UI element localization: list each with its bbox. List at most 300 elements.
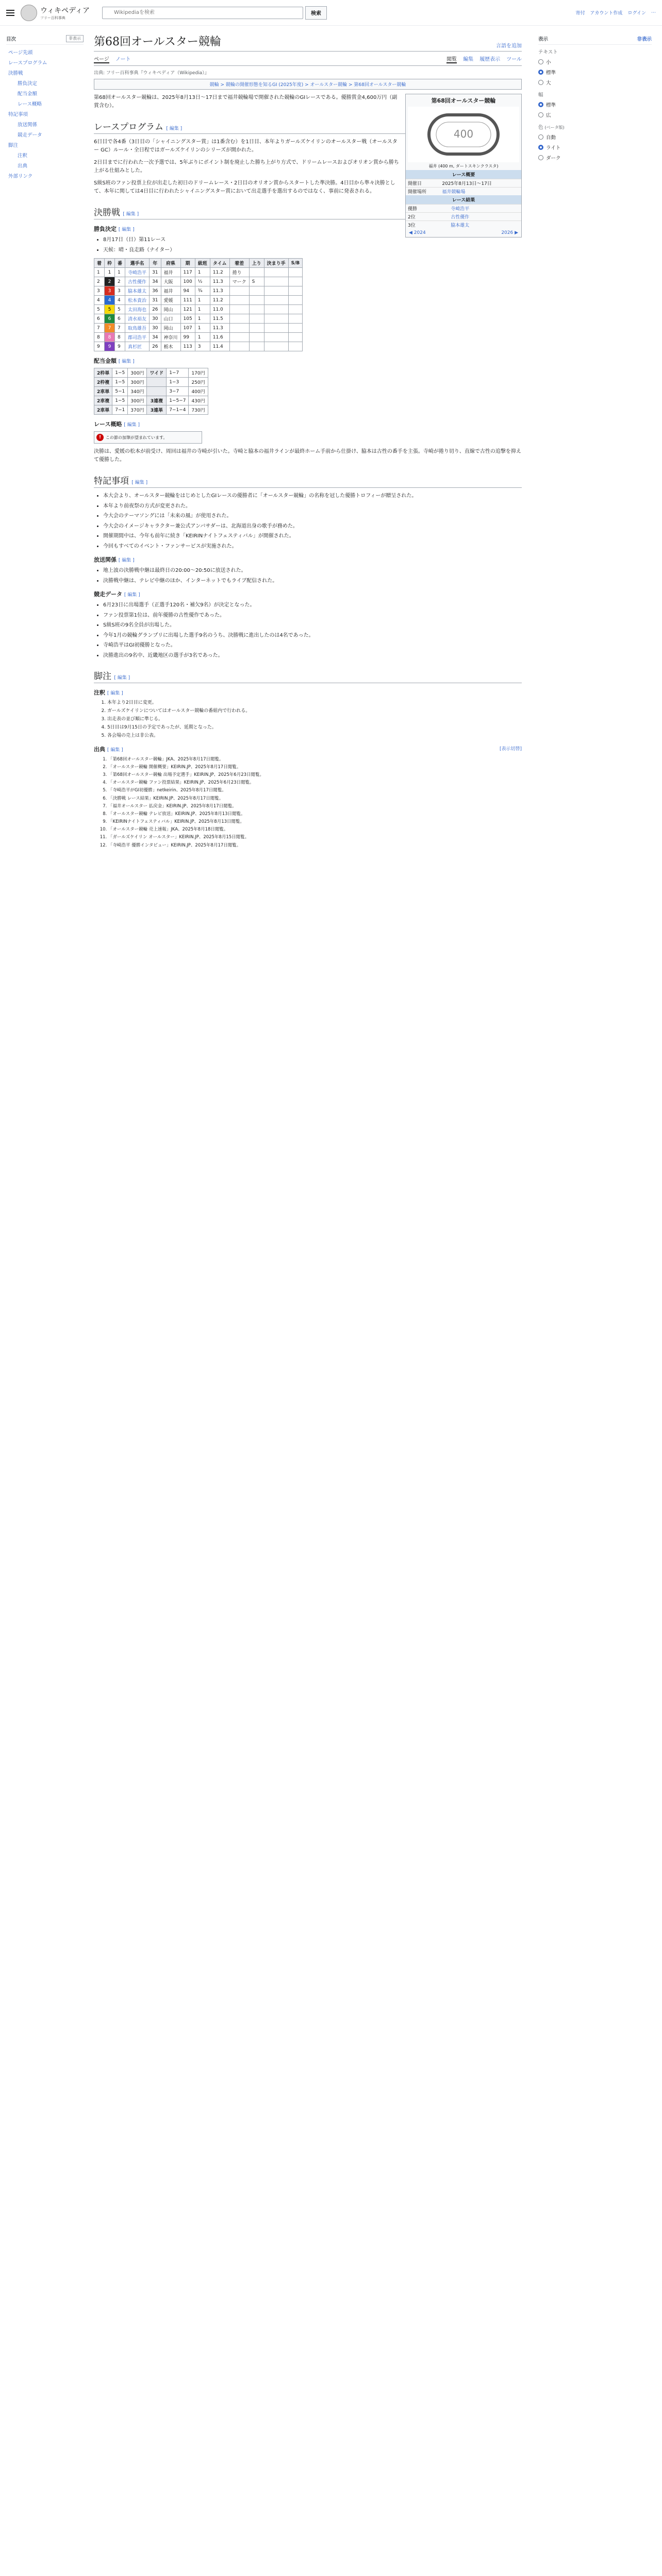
table-cell: 8 — [94, 333, 105, 342]
tab-article[interactable]: ページ — [94, 55, 109, 63]
note-item: 3. 出走表の並び順に準じる。 — [107, 716, 522, 723]
table-cell — [249, 296, 264, 305]
reference-item: 2. 「オールスター競輪 開催概要」KEIRIN.JP、2025年8月17日閲覧。 — [108, 764, 522, 771]
toc-heading: 目次 — [6, 37, 16, 42]
refs-toggle-link[interactable]: [表示切替] — [499, 746, 522, 752]
radio-icon[interactable] — [538, 70, 543, 75]
appearance-heading: 表示 — [538, 37, 549, 42]
table-cell — [264, 286, 288, 296]
program-paragraph: 6日目で各4番（3日目の「シャイニングスター賞」は1番含む）を1日目、本年よりガールズケイリンのオールスター戦（オールスター GC）ルール・全日程ではガールズケイリンのシリーズが開かれた。 — [94, 139, 398, 153]
toc-item[interactable]: 脚注 — [8, 143, 19, 148]
table-cell: 2 — [115, 277, 125, 286]
radio-label: 小 — [546, 60, 551, 65]
width-option[interactable] — [538, 110, 652, 120]
reference-item: 11. 「ガールズケイリン オールスター」KEIRIN.JP、2025年8月15日閲覧。 — [108, 834, 522, 841]
table-cell[interactable]: 真杉匠 — [125, 342, 150, 351]
table-cell: 111 — [180, 296, 195, 305]
list-item: • 6月23日に出場選手（正選手120名・補欠9名）が決定となった。 — [103, 601, 522, 609]
login-link[interactable]: ログイン — [627, 11, 646, 16]
page-title-bar — [94, 33, 522, 52]
list-item: • 本年より前夜祭の方式が変更された。 — [103, 502, 522, 511]
payout-cell: 1−3 — [167, 378, 189, 387]
infobox-value[interactable]: 福井競輪場 — [440, 188, 521, 196]
table-cell — [288, 268, 303, 277]
table-cell: 1 — [195, 314, 210, 324]
table-cell — [229, 286, 249, 296]
section-heading-notes: 特記事項 [ 編集 ] — [94, 473, 522, 488]
program-paragraph: S級S班のファン投票上位が出走した初日のドリームレース・2日目のオリオン賞からスタートした準決勝。4日目から準々決勝として、本年に関しては4日目に行われたシャイニングスター賞において出走選手を選出するのではなく、事前に発表される。 — [94, 180, 395, 194]
track-diagram — [408, 107, 519, 162]
site-header — [0, 0, 662, 26]
table-cell: 6 — [94, 314, 105, 324]
table-of-contents — [6, 26, 84, 850]
toc-item[interactable]: 勝負決定 — [18, 81, 38, 87]
text-size-option[interactable] — [538, 77, 652, 88]
table-cell: 1 — [94, 268, 105, 277]
payout-cell: 5−1 — [112, 387, 128, 396]
table-cell: 34 — [150, 277, 161, 286]
table-row — [94, 314, 303, 324]
payout-cell: 2車複 — [94, 396, 112, 405]
payout-cell: 3連単 — [147, 405, 167, 415]
race-infobox — [405, 94, 522, 238]
table-cell: 山口 — [161, 314, 180, 324]
table-cell: 11.3 — [210, 286, 229, 296]
payout-cell: 250円 — [189, 378, 208, 387]
radio-label: 広 — [546, 113, 551, 118]
table-cell: 神奈川 — [161, 333, 180, 342]
result-rank: 優勝 — [406, 205, 449, 213]
table-row — [94, 342, 303, 351]
data-list — [94, 601, 522, 659]
site-logo[interactable] — [21, 5, 90, 21]
list-item: • 本大会より、オールスター競輪をはじめとしたGIレースの優勝者に「オールスター競輪」の名称を冠した優勝トロフィーが贈呈された。 — [103, 492, 522, 500]
radio-label: ダーク — [546, 156, 561, 161]
payout-cell: 1−7 — [167, 368, 189, 378]
table-cell: 11.6 — [210, 333, 229, 342]
result-rank: 3位 — [406, 221, 449, 229]
table-cell: 3 — [105, 286, 115, 296]
table-cell — [264, 268, 288, 277]
payout-cell — [147, 378, 167, 387]
table-cell: 11.2 — [210, 296, 229, 305]
payout-cell: 7−1 — [112, 405, 128, 415]
toc-item[interactable]: 注釈 — [18, 153, 28, 159]
payout-cell — [147, 387, 167, 396]
note-item: 4. 5日目は9月15日の予定であったが、延期となった。 — [107, 724, 522, 732]
table-cell: 31 — [150, 296, 161, 305]
table-cell — [249, 342, 264, 351]
table-cell — [264, 277, 288, 286]
edit-link[interactable]: [ 編集 ] — [114, 675, 130, 681]
table-cell: 1 — [105, 268, 115, 277]
payout-cell: 300円 — [128, 378, 147, 387]
table-cell: 3 — [94, 286, 105, 296]
table-cell — [229, 324, 249, 333]
table-row — [94, 305, 303, 314]
table-cell: 11.3 — [210, 277, 229, 286]
result-rider[interactable]: 古性優作 — [449, 213, 521, 221]
result-rider[interactable]: 脇本雄太 — [449, 221, 521, 229]
breadcrumb[interactable]: 競輪 > 競輪の開催形態を知るGI (2025年度) > オールスター競輪 > 第68回オールスター競輪 — [94, 79, 522, 90]
column-header: 選手名 — [125, 259, 150, 268]
table-cell — [249, 314, 264, 324]
table-cell: 1 — [195, 268, 210, 277]
table-cell — [264, 342, 288, 351]
payout-cell: 430円 — [189, 396, 208, 405]
list-item: • 決勝戦中継は、テレビ中継のほか、インターネットでもライブ配信された。 — [103, 577, 522, 585]
edit-link[interactable]: [ 編集 ] — [118, 359, 135, 364]
table-cell — [264, 305, 288, 314]
references-list — [94, 756, 522, 849]
table-cell: 11.3 — [210, 324, 229, 333]
table-row — [94, 324, 303, 333]
donate-link[interactable]: 寄付 — [575, 11, 585, 16]
payout-cell: 1−5−7 — [167, 396, 189, 405]
width-option[interactable] — [538, 99, 652, 110]
reference-item: 7. 「福井オールスター 払戻金」KEIRIN.JP、2025年8月17日閲覧。 — [108, 803, 522, 810]
color-heading-wrap — [538, 123, 652, 130]
text-size-option[interactable] — [538, 57, 652, 67]
radio-icon[interactable] — [538, 102, 543, 107]
toc-item[interactable]: 特記事項 — [8, 112, 28, 117]
previous-year-link[interactable]: ◀ 2024 — [409, 230, 426, 235]
table-cell: 107 — [180, 324, 195, 333]
table-cell: 105 — [180, 314, 195, 324]
add-languages-link[interactable]: 言語を追加 — [496, 43, 522, 49]
table-cell: ½ — [195, 277, 210, 286]
reference-item: 3. 「第68回オールスター競輪 出場予定選手」KEIRIN.JP、2025年6月23日閲覧。 — [108, 772, 522, 778]
wikipedia-globe-icon — [21, 5, 37, 21]
width-heading: 幅 — [538, 92, 543, 98]
race-results-header: レース結果 — [406, 195, 521, 204]
color-option[interactable] — [538, 142, 652, 152]
table-cell — [288, 314, 303, 324]
search-input[interactable] — [102, 7, 303, 19]
column-header: 番 — [115, 259, 125, 268]
subsection-heading-overview: レース概略 [ 編集 ] — [94, 421, 140, 428]
tab-tools[interactable]: ツール — [506, 57, 522, 62]
table-cell: 8 — [115, 333, 125, 342]
table-cell: 7 — [115, 324, 125, 333]
toc-item[interactable]: 配当金額 — [18, 91, 38, 97]
table-cell: 福井 — [161, 268, 180, 277]
table-cell: 5 — [94, 305, 105, 314]
table-cell: 5 — [115, 305, 125, 314]
column-header: S/B — [288, 259, 303, 268]
table-cell: 3 — [195, 342, 210, 351]
toc-item[interactable]: 競走データ — [18, 132, 42, 138]
search-form — [102, 6, 327, 20]
table-cell[interactable]: 古性優作 — [125, 277, 150, 286]
radio-icon[interactable] — [538, 155, 543, 160]
table-cell: 2 — [94, 277, 105, 286]
payout-cell: 370円 — [128, 405, 147, 415]
color-beta-note: (ベータ版) — [544, 125, 565, 130]
payout-table — [94, 368, 208, 415]
table-cell[interactable]: 清水裕友 — [125, 314, 150, 324]
appearance-hide-button[interactable]: 非表示 — [637, 37, 652, 42]
table-cell — [288, 342, 303, 351]
table-cell: 5 — [105, 305, 115, 314]
table-cell[interactable]: 取鳥雄吾 — [125, 324, 150, 333]
table-cell: 7 — [94, 324, 105, 333]
table-cell — [249, 305, 264, 314]
infobox-title: 第68回オールスター競輪 — [431, 97, 496, 104]
table-cell: 100 — [180, 277, 195, 286]
edit-link[interactable]: [ 編集 ] — [124, 592, 140, 598]
table-cell[interactable]: 松本貴治 — [125, 296, 150, 305]
notes-list — [94, 700, 522, 740]
result-rider[interactable]: 寺崎浩平 — [449, 205, 521, 213]
radio-icon[interactable] — [538, 59, 543, 64]
payout-cell: 2枠複 — [94, 378, 112, 387]
payout-cell: 3−7 — [167, 387, 189, 396]
list-item: • 今回もすべてのイベント・ファンサービスが実施された。 — [103, 543, 522, 551]
table-cell: 9 — [94, 342, 105, 351]
notice-text: この節の加筆が望まれています。 — [106, 435, 168, 440]
edit-link[interactable]: [ 編集 ] — [124, 422, 140, 428]
table-row — [94, 296, 303, 305]
column-header: タイム — [210, 259, 229, 268]
column-header: 上り — [249, 259, 264, 268]
reference-item: 9. 「KEIRINナイトフェスティバル」KEIRIN.JP、2025年8月13日閲覧。 — [108, 819, 522, 825]
radio-icon[interactable] — [538, 112, 543, 117]
reference-item: 10. 「オールスター競輪 売上速報」JKA、2025年8月18日閲覧。 — [108, 826, 522, 833]
reference-item: 5. 「寺崎浩平がGI初優勝」netkeirin、2025年8月17日閲覧。 — [108, 787, 522, 794]
payout-cell: 300円 — [128, 396, 147, 405]
table-cell: 7 — [105, 324, 115, 333]
table-cell: 岡山 — [161, 305, 180, 314]
page-tabs — [94, 55, 522, 66]
result-info-line: • 8月17日（日）第11レース — [103, 236, 522, 244]
table-row — [94, 286, 303, 296]
subsection-heading-data: 競走データ [ 編集 ] — [94, 591, 140, 598]
table-cell: 11.2 — [210, 268, 229, 277]
payout-cell: 730円 — [189, 405, 208, 415]
edit-link[interactable]: [ 編集 ] — [118, 227, 135, 232]
search-button[interactable]: 検索 — [305, 6, 327, 20]
table-cell: 愛媛 — [161, 296, 180, 305]
color-option[interactable] — [538, 132, 652, 142]
notes-list — [94, 492, 522, 550]
list-item: • 寺崎浩平はGI初優勝となった。 — [103, 641, 522, 650]
table-cell: 30 — [150, 324, 161, 333]
infobox-key: 開催日 — [406, 179, 440, 188]
track-length-label: 400 — [453, 128, 474, 140]
column-header: 枠 — [105, 259, 115, 268]
table-cell — [264, 296, 288, 305]
page-title: 第68回オールスター競輪 — [94, 36, 221, 48]
table-cell — [264, 314, 288, 324]
table-cell: 6 — [115, 314, 125, 324]
toc-item[interactable]: 出典 — [18, 163, 28, 169]
table-cell: 26 — [150, 305, 161, 314]
create-account-link[interactable]: アカウント作成 — [590, 11, 623, 16]
table-cell: 117 — [180, 268, 195, 277]
list-item: • 地上波の決勝戦中継は最終日の20:00〜20:50に放送された。 — [103, 567, 522, 575]
toc-item[interactable]: 外部リンク — [8, 174, 33, 179]
edit-link[interactable]: [ 編集 ] — [131, 480, 148, 485]
table-cell: 大阪 — [161, 277, 180, 286]
table-cell — [249, 324, 264, 333]
table-cell — [229, 314, 249, 324]
table-cell: 4 — [94, 296, 105, 305]
main-content — [84, 26, 532, 850]
toc-hide-button[interactable]: 非表示 — [66, 35, 84, 42]
payout-cell: 300円 — [128, 368, 147, 378]
table-cell[interactable]: 脇本雄太 — [125, 286, 150, 296]
table-cell: 3 — [115, 286, 125, 296]
reference-item: 6. 「決勝戦 レース結果」KEIRIN.JP、2025年8月17日閲覧。 — [108, 795, 522, 802]
table-cell: 99 — [180, 333, 195, 342]
tab-read[interactable]: 閲覧 — [446, 55, 457, 63]
tab-talk[interactable]: ノート — [115, 57, 131, 62]
table-cell — [229, 296, 249, 305]
result-info-line: • 天候：晴・良走路（ナイター） — [103, 246, 522, 255]
payout-row — [94, 368, 208, 378]
section-heading-final: 決勝戦 [ 編集 ] — [94, 205, 522, 219]
table-cell — [264, 333, 288, 342]
table-cell: 栃木 — [161, 342, 180, 351]
payout-row — [94, 387, 208, 396]
toc-item[interactable]: ページ先頭 — [8, 50, 33, 56]
subsection-heading-payout: 配当金額 [ 編集 ] — [94, 358, 135, 364]
table-cell — [288, 296, 303, 305]
tab-edit[interactable]: 編集 — [463, 57, 474, 62]
program-paragraph: 2日目までに行われた一次予選では、5年ぶりにポイント制を廃止した勝ち上がり方式で、ドリームレースおよびオリオン賞から勝ち上がる仕組みとした。 — [94, 160, 399, 174]
table-cell: ¾ — [195, 286, 210, 296]
final-result-table — [94, 258, 303, 351]
overview-paragraph: 決勝は、愛媛の松本が前受け、周回は福井の寺崎が引いた。寺崎と脇本の福井ラインが最終ホーム手前から仕掛け、脇本は古性の番手を主張。寺崎が捲り切り、直線で古性の追撃を抑えて優勝した。 — [94, 449, 521, 463]
list-item: • 今年1月の競輪グランプリに出場した選手9名のうち、決勝戦に進出したのは4名であった。 — [103, 632, 522, 640]
subsection-heading-refs: 出典 [ 編集 ] [表示切替] — [94, 745, 522, 753]
table-cell — [288, 305, 303, 314]
table-row — [94, 277, 303, 286]
section-heading-footnotes: 脚注 [ 編集 ] — [94, 669, 522, 683]
site-name: ウィキペディア — [40, 6, 90, 15]
next-year-link[interactable]: 2026 ▶ — [501, 230, 518, 235]
table-row — [94, 268, 303, 277]
table-cell — [229, 342, 249, 351]
radio-icon[interactable] — [538, 134, 543, 140]
note-item: 5. 各会場の売上は非公表。 — [107, 733, 522, 740]
expand-section-notice — [94, 431, 202, 444]
more-options-icon[interactable]: ⋯ — [651, 10, 656, 15]
table-cell[interactable]: 郡司浩平 — [125, 333, 150, 342]
column-header: 着 — [94, 259, 105, 268]
table-cell — [288, 333, 303, 342]
table-cell: 31 — [150, 268, 161, 277]
reference-item: 4. 「オールスター競輪 ファン投票結果」KEIRIN.JP、2025年6月23日閲覧。 — [108, 779, 522, 786]
tab-history[interactable]: 履歴表示 — [479, 57, 501, 62]
table-cell[interactable]: 太田海也 — [125, 305, 150, 314]
table-cell: 8 — [105, 333, 115, 342]
toc-item[interactable]: 放送関係 — [18, 122, 38, 128]
table-cell: 9 — [115, 342, 125, 351]
table-cell: 34 — [150, 333, 161, 342]
table-cell — [249, 286, 264, 296]
table-cell: 121 — [180, 305, 195, 314]
column-header: 決まり手 — [264, 259, 288, 268]
main-menu-icon[interactable] — [6, 10, 14, 16]
toc-item[interactable]: レース概略 — [18, 101, 42, 107]
list-item: • ファン投票第1位は、前年優勝の古性優作であった。 — [103, 612, 522, 620]
radio-icon[interactable] — [538, 80, 543, 85]
broadcast-list — [94, 567, 522, 585]
payout-cell: 340円 — [128, 387, 147, 396]
edit-link[interactable]: [ 編集 ] — [107, 747, 123, 753]
notice-icon: ! — [96, 434, 104, 441]
toc-item[interactable]: レースプログラム — [8, 60, 47, 66]
payout-cell: 3連複 — [147, 396, 167, 405]
payout-cell: 1−5 — [112, 378, 128, 387]
table-cell: 26 — [150, 342, 161, 351]
toc-item[interactable]: 決勝戦 — [8, 71, 23, 76]
list-item: • 今大会のテーマソングには「未来の風」が使用された。 — [103, 512, 522, 520]
table-cell: 6 — [105, 314, 115, 324]
table-cell — [288, 324, 303, 333]
table-cell — [229, 333, 249, 342]
radio-icon[interactable] — [538, 145, 543, 150]
payout-row — [94, 396, 208, 405]
table-cell: S — [249, 277, 264, 286]
text-size-option[interactable] — [538, 67, 652, 77]
from-line: 出典: フリー百科事典『ウィキペディア（Wikipedia）』 — [94, 71, 209, 76]
column-header: 年 — [150, 259, 161, 268]
reference-item: 1. 「第68回オールスター競輪」JKA、2025年8月17日閲覧。 — [108, 756, 522, 763]
list-item: • 今大会のイメージキャラクター兼公式アンバサダーは、北海道出身の歌手が務めた。 — [103, 522, 522, 531]
list-item: • S級S班の9名全員が出場した。 — [103, 621, 522, 630]
radio-label: ライト — [546, 145, 561, 151]
table-cell: 11.4 — [210, 342, 229, 351]
edit-link[interactable]: [ 編集 ] — [166, 126, 183, 131]
edit-link[interactable]: [ 編集 ] — [123, 212, 139, 217]
site-tagline: フリー百科事典 — [40, 15, 65, 20]
table-cell: 94 — [180, 286, 195, 296]
infobox-key: 開催場所 — [406, 188, 440, 196]
edit-link[interactable]: [ 編集 ] — [118, 558, 135, 563]
table-cell: 11.0 — [210, 305, 229, 314]
table-cell: 1 — [195, 333, 210, 342]
table-cell: 1 — [195, 324, 210, 333]
table-cell: 36 — [150, 286, 161, 296]
table-cell — [264, 324, 288, 333]
subsection-heading-result: 勝負決定 [ 編集 ] — [94, 226, 135, 232]
track-caption: 福井 (400 m, ダートスキンクラスタ) — [428, 164, 499, 168]
table-cell: 2 — [105, 277, 115, 286]
table-cell[interactable]: 寺崎浩平 — [125, 268, 150, 277]
table-cell: マーク — [229, 277, 249, 286]
subsection-heading-broadcast: 放送関係 [ 編集 ] — [94, 556, 135, 563]
reference-item: 12. 「寺崎浩平 優勝インタビュー」KEIRIN.JP、2025年8月17日閲覧。 — [108, 842, 522, 849]
table-cell: 4 — [115, 296, 125, 305]
column-header: 期 — [180, 259, 195, 268]
payout-cell: 400円 — [189, 387, 208, 396]
payout-cell: 7−1−4 — [167, 405, 189, 415]
reference-item: 8. 「オールスター競輪 テレビ放送」KEIRIN.JP、2025年8月13日閲覧。 — [108, 811, 522, 818]
payout-cell: 2車単 — [94, 405, 112, 415]
column-header: 着差 — [229, 259, 249, 268]
infobox-value: 2025年8月13日〜17日 — [440, 179, 521, 188]
table-cell: 岡山 — [161, 324, 180, 333]
table-cell — [288, 277, 303, 286]
color-option[interactable] — [538, 152, 652, 163]
table-cell: 4 — [105, 296, 115, 305]
edit-link[interactable]: [ 編集 ] — [107, 691, 123, 696]
table-row — [94, 333, 303, 342]
note-item: 1. 本年より2日目に変更。 — [107, 700, 522, 707]
